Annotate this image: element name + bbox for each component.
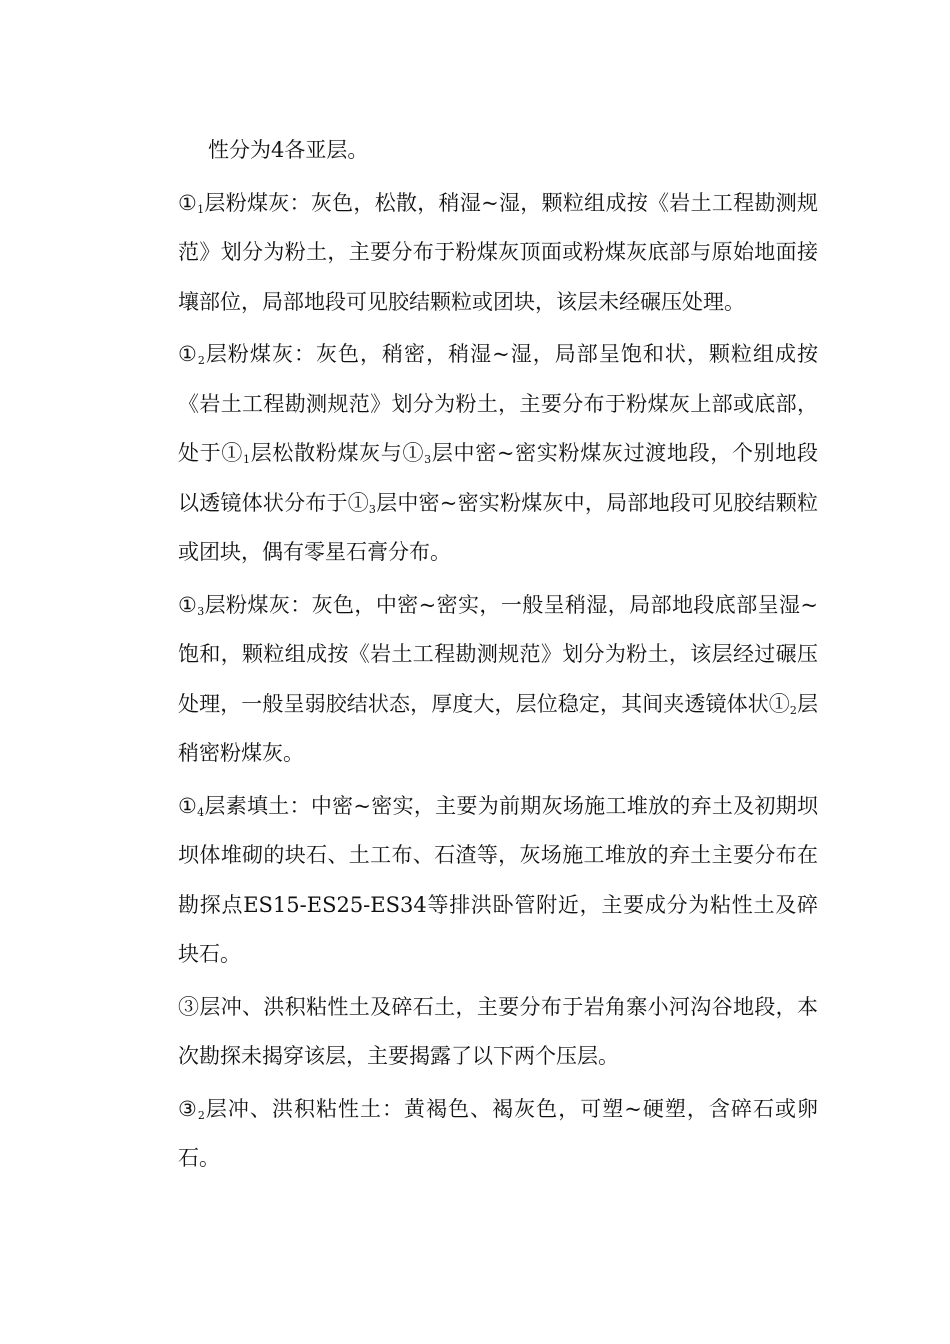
paragraph-text: 层粉煤灰：灰色，松散，稍湿~湿，颗粒组成按《岩土工程勘测规范》划分为粉土，主要分布于粉煤灰顶面或粉煤灰底部与原始地面接壤部位，局部地段可见胶结颗粒或团块，该层未经碾压处理。 xyxy=(178,190,819,314)
layer-subscript: 1 xyxy=(197,202,205,216)
layer-marker: ① xyxy=(178,190,198,215)
paragraph-layer-1-3 xyxy=(178,581,818,779)
paragraph-text: 层稍密粉煤灰。 xyxy=(178,691,819,765)
inline-subscript: 1 xyxy=(243,453,251,466)
paragraph-intro xyxy=(178,126,818,176)
paragraph-text: 层粉煤灰：灰色，稍密，稍湿~湿，局部呈饱和状，颗粒组成按《岩土工程勘测规范》划分为粉土，主要分布于粉煤灰上部或底部，处于① xyxy=(178,342,819,465)
paragraph-text: 性分为4各亚层。 xyxy=(208,138,369,162)
layer-marker: ① xyxy=(178,793,198,818)
layer-subscript: 3 xyxy=(197,604,205,618)
layer-marker: ① xyxy=(178,342,198,366)
paragraph-layer-1-1 xyxy=(178,179,818,328)
paragraph-text: 层素填土：中密~密实，主要为前期灰场施工堆放的弃土及初期坝坝体堆砌的块石、土工布、石渣等，灰场施工堆放的弃土主要分布在勘探点ES15-ES25-ES34等排洪卧管附近，主要成分为粘性土及碎块石。 xyxy=(178,793,819,966)
layer-marker: ① xyxy=(178,592,198,617)
paragraph-layer-3-2 xyxy=(178,1085,818,1184)
paragraph-text: 层中密~密实粉煤灰中，局部地段可见胶结颗粒或团块，偶有零星石膏分布。 xyxy=(178,490,818,564)
paragraph-layer-3 xyxy=(178,983,818,1082)
paragraph-text: 层粉煤灰：灰色，中密~密实，一般呈稍湿，局部地段底部呈湿~饱和，颗粒组成按《岩土工程勘测规范》划分为粉土，该层经过碾压处理，一般呈弱胶结状态，厚度大，层位稳定，其间夹透镜体状① xyxy=(178,592,818,716)
paragraph-text: 层冲、洪积粘性土：黄褐色、褐灰色，可塑~硬塑，含碎石或卵石。 xyxy=(178,1096,819,1170)
inline-subscript: 2 xyxy=(789,703,797,717)
layer-marker: ③ xyxy=(178,994,200,1019)
document-body xyxy=(178,126,818,1184)
layer-subscript: 2 xyxy=(197,1108,205,1122)
inline-subscript: 3 xyxy=(424,453,432,466)
paragraph-layer-1-4 xyxy=(178,782,818,980)
layer-marker: ③ xyxy=(178,1096,198,1121)
paragraph-text: 层松散粉煤灰与① xyxy=(250,441,425,465)
paragraph-layer-1-2 xyxy=(178,330,818,578)
layer-subscript: 2 xyxy=(197,354,205,367)
paragraph-text: 层中密~密实粉煤灰过渡地段，个别地段以透镜体状分布于① xyxy=(178,441,819,515)
inline-subscript: 3 xyxy=(368,502,376,516)
paragraph-text: 层冲、洪积粘性土及碎石土，主要分布于岩角寨小河沟谷地段，本次勘探未揭穿该层，主要揭露了以下两个压层。 xyxy=(178,994,819,1068)
layer-subscript: 4 xyxy=(197,805,205,819)
